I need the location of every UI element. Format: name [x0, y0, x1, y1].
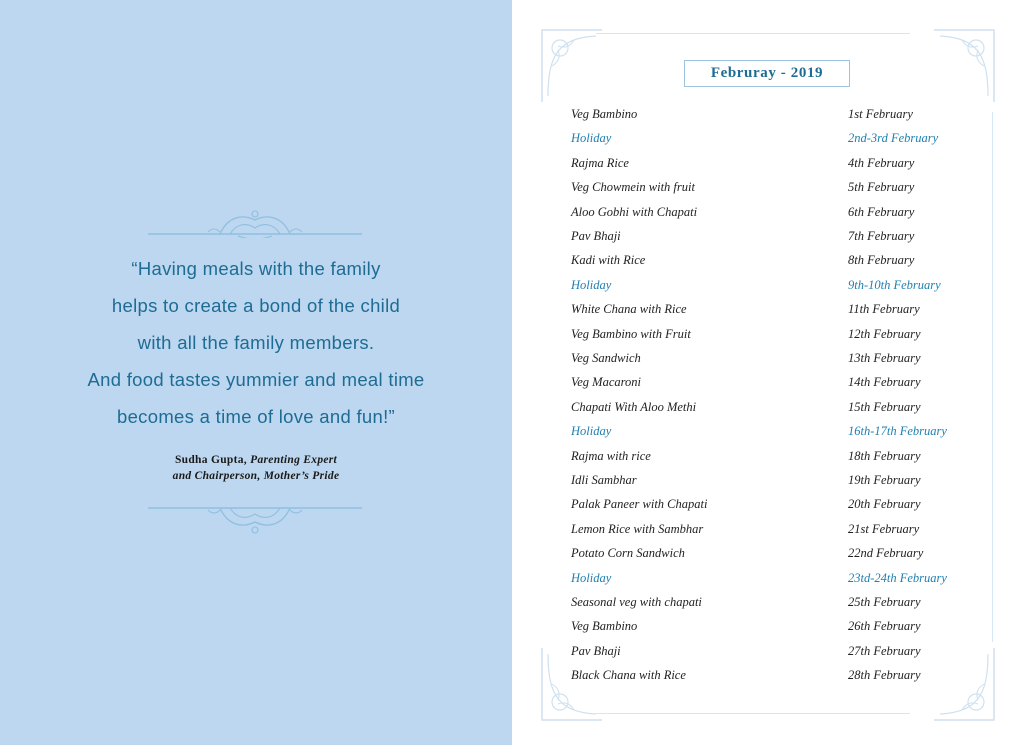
- menu-date: 13th February: [848, 351, 921, 365]
- menu-date: 23td-24th February: [848, 570, 947, 585]
- menu-row: [571, 351, 991, 371]
- menu-item: Aloo Gobhi with Chapati: [571, 204, 698, 219]
- menu-date: 5th February: [848, 180, 915, 195]
- menu-item: Idli Sambhar: [571, 473, 637, 487]
- menu-row: [571, 327, 991, 347]
- menu-item: Black Chana with Rice: [571, 668, 686, 683]
- quote-line: And food tastes yummier and meal time: [87, 369, 425, 390]
- quote-line: “Having meals with the family: [131, 258, 381, 279]
- menu-row: [571, 253, 991, 273]
- menu-item: Holiday: [571, 277, 612, 292]
- ornament-top-icon: [148, 206, 362, 238]
- menu-item: Rajma with rice: [571, 448, 651, 463]
- menu-date: 2nd-3rd February: [848, 131, 939, 146]
- frame-right-line: [992, 112, 993, 642]
- menu-item: Lemon Rice with Sambhar: [571, 521, 704, 536]
- menu-date: 15th February: [848, 399, 921, 414]
- menu-row: [571, 205, 991, 225]
- quote-line: helps to create a bond of the child: [111, 295, 401, 316]
- menu-date: 7th February: [848, 229, 915, 243]
- menu-row: [571, 107, 991, 127]
- menu-row: [571, 497, 991, 517]
- quote-line: with all the family members.: [137, 332, 375, 353]
- menu-row: [571, 473, 991, 493]
- holiday-row: [571, 571, 991, 591]
- author-name: Sudha Gupta,: [174, 454, 251, 466]
- menu-item: Veg Bambino: [571, 619, 638, 634]
- menu-date: 27th February: [848, 643, 921, 658]
- menu-date: 9th-10th February: [848, 277, 941, 292]
- menu-item: Veg Macaroni: [571, 375, 642, 390]
- menu-row: [571, 449, 991, 469]
- menu-date: 18th February: [848, 448, 921, 463]
- author-role: Parenting Expert: [250, 454, 338, 466]
- menu-row: [571, 595, 991, 615]
- menu-date: 16th-17th February: [848, 424, 947, 439]
- menu-row: [571, 619, 991, 639]
- menu-date: 8th February: [848, 253, 915, 268]
- menu-item: Holiday: [571, 131, 612, 146]
- menu-item: Chapati With Aloo Methi: [571, 399, 697, 414]
- menu-row: [571, 522, 991, 542]
- menu-title: Februray - 2019: [684, 60, 850, 87]
- quote-author: [0, 454, 512, 466]
- menu-date: 12th February: [848, 326, 921, 341]
- corner-ornament-icon: [930, 26, 998, 106]
- author-prefix: and Chairperson,: [172, 470, 264, 482]
- menu-date: 11th February: [848, 302, 920, 317]
- menu-item: Seasonal veg with chapati: [571, 595, 702, 609]
- menu-date: 1st February: [848, 107, 913, 121]
- corner-ornament-icon: [538, 26, 606, 106]
- menu-date: 4th February: [848, 155, 915, 170]
- menu-item: Veg Bambino: [571, 107, 638, 121]
- menu-item: Holiday: [571, 424, 612, 439]
- menu-item: Pav Bhaji: [571, 643, 621, 658]
- author-org: Mother’s Pride: [263, 470, 340, 482]
- holiday-row: [571, 424, 991, 444]
- menu-row: [571, 668, 991, 688]
- menu-item: Rajma Rice: [571, 155, 629, 170]
- menu-item: Veg Sandwich: [571, 351, 641, 365]
- holiday-row: [571, 131, 991, 151]
- menu-row: [571, 180, 991, 200]
- menu-item: Holiday: [571, 570, 612, 585]
- menu-item: White Chana with Rice: [571, 302, 687, 317]
- quote-author-line2: [0, 470, 512, 482]
- menu-date: 20th February: [848, 497, 921, 512]
- menu-item: Veg Chowmein with fruit: [571, 180, 695, 195]
- menu-item: Potato Corn Sandwich: [571, 546, 685, 561]
- menu-date: 22nd February: [848, 546, 924, 561]
- menu-row: [571, 302, 991, 322]
- menu-item: Palak Paneer with Chapati: [571, 497, 708, 512]
- menu-date: 6th February: [848, 204, 915, 219]
- menu-date: 28th February: [848, 668, 921, 683]
- menu-item: Pav Bhaji: [571, 229, 621, 243]
- menu-date: 26th February: [848, 619, 921, 634]
- menu-date: 21st February: [848, 521, 920, 536]
- menu-item: Veg Bambino with Fruit: [571, 326, 691, 341]
- ornament-bottom-icon: [148, 504, 362, 536]
- menu-row: [571, 400, 991, 420]
- menu-row: [571, 644, 991, 664]
- menu-row: [571, 375, 991, 395]
- menu-item: Kadi with Rice: [571, 253, 646, 268]
- menu-row: [571, 156, 991, 176]
- menu-date: 19th February: [848, 473, 921, 487]
- holiday-row: [571, 278, 991, 298]
- menu-row: [571, 229, 991, 249]
- menu-date: 14th February: [848, 375, 921, 390]
- menu-row: [571, 546, 991, 566]
- frame-top-line: [596, 33, 910, 34]
- quote-line: becomes a time of love and fun!”: [117, 406, 395, 427]
- menu-date: 25th February: [848, 595, 921, 609]
- frame-bottom-line: [596, 713, 910, 714]
